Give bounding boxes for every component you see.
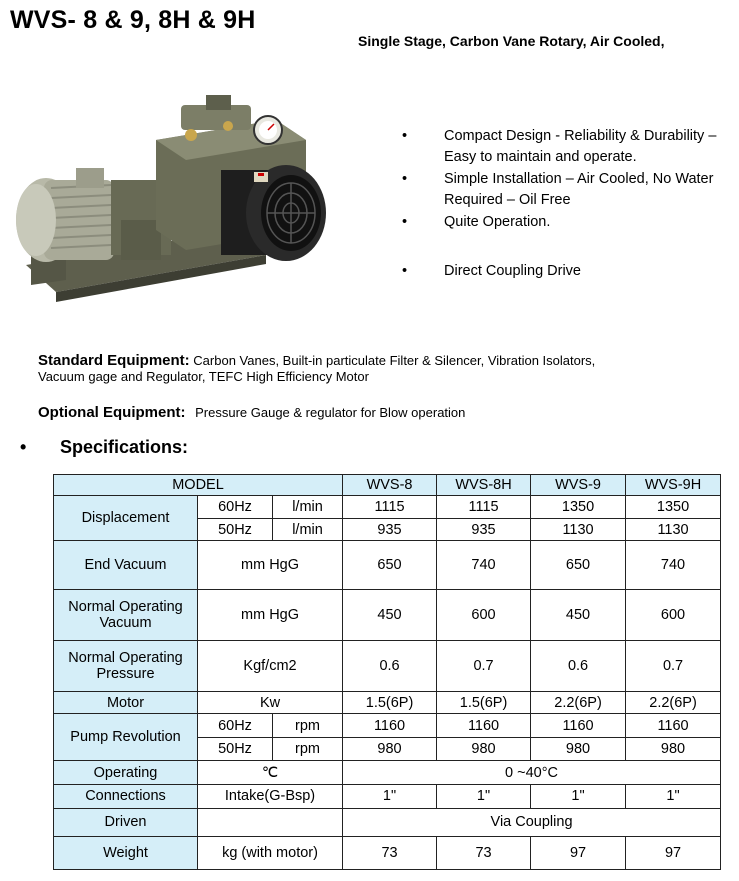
standard-equipment-text: Carbon Vanes, Built-in particulate Filter & Silencer, Vibration Isolators,: [193, 353, 596, 368]
value-cell: 1160: [437, 714, 531, 738]
feature-item: [400, 126, 720, 167]
table-row: [54, 808, 721, 837]
empty-cell: [198, 808, 343, 837]
bullet-icon: •: [402, 262, 408, 279]
table-row: [54, 837, 721, 870]
value-cell: 1": [626, 784, 721, 808]
connections-label: Connections: [54, 784, 198, 808]
feature-text: Compact Design - Reliability & Durability – Easy to maintain and operate.: [444, 128, 717, 165]
unit-cell: mm HgG: [198, 541, 343, 589]
table-row: [54, 589, 721, 640]
value-cell: 2.2(6P): [626, 691, 721, 714]
value-cell: 1160: [531, 714, 626, 738]
feature-list: [400, 126, 720, 281]
pump-revolution-label: Pump Revolution: [54, 714, 198, 761]
feature-text: Direct Coupling Drive: [444, 262, 581, 279]
feature-item: [400, 261, 720, 282]
table-header-row: [54, 475, 721, 496]
value-cell: 980: [531, 737, 626, 761]
table-row: [54, 784, 721, 808]
value-cell: 2.2(6P): [531, 691, 626, 714]
model-header: MODEL: [54, 475, 343, 496]
value-cell: 0.7: [437, 640, 531, 691]
frequency-cell: 50Hz: [198, 737, 273, 761]
standard-equipment-label: Standard Equipment:: [38, 352, 190, 369]
feature-text: Simple Installation – Air Cooled, No Water Required – Oil Free: [444, 171, 714, 208]
table-row: [54, 640, 721, 691]
table-row: [54, 714, 721, 738]
value-cell: 600: [437, 589, 531, 640]
unit-cell: Kw: [198, 691, 343, 714]
value-cell: 1350: [531, 496, 626, 519]
unit-cell: ℃: [198, 761, 343, 785]
unit-cell: mm HgG: [198, 589, 343, 640]
value-cell: 1": [531, 784, 626, 808]
value-cell: 650: [343, 541, 437, 589]
specifications-table: [53, 474, 721, 870]
specifications-title: Specifications:: [60, 437, 189, 457]
value-cell: 980: [437, 737, 531, 761]
value-cell: 450: [343, 589, 437, 640]
driven-label: Driven: [54, 808, 198, 837]
unit-cell: kg (with motor): [198, 837, 343, 870]
unit-cell: rpm: [273, 714, 343, 738]
frequency-cell: 60Hz: [198, 496, 273, 519]
standard-equipment: [38, 352, 595, 384]
unit-cell: l/min: [273, 518, 343, 541]
value-cell: 1.5(6P): [437, 691, 531, 714]
value-cell: 1115: [437, 496, 531, 519]
model-column-header: WVS-9: [531, 475, 626, 496]
normal-vacuum-label-line-2: Vacuum: [99, 614, 152, 631]
frequency-cell: 60Hz: [198, 714, 273, 738]
value-cell: 1115: [343, 496, 437, 519]
value-cell: 600: [626, 589, 721, 640]
table-row: [54, 761, 721, 785]
optional-equipment: [38, 404, 465, 421]
unit-cell: Intake(G-Bsp): [198, 784, 343, 808]
value-cell: 1": [437, 784, 531, 808]
value-cell: 980: [343, 737, 437, 761]
value-cell: 97: [626, 837, 721, 870]
value-cell: 1.5(6P): [343, 691, 437, 714]
displacement-label: Displacement: [54, 496, 198, 541]
feature-item: [400, 212, 720, 233]
unit-cell: l/min: [273, 496, 343, 519]
weight-label: Weight: [54, 837, 198, 870]
bullet-icon: •: [402, 128, 408, 144]
value-cell: 1350: [626, 496, 721, 519]
value-cell: 1": [343, 784, 437, 808]
standard-equipment-text-2: Vacuum gage and Regulator, TEFC High Efficiency Motor: [38, 369, 369, 384]
table-row: [54, 541, 721, 589]
optional-equipment-label: Optional Equipment:: [38, 404, 186, 421]
value-cell: 1130: [531, 518, 626, 541]
value-cell: 740: [437, 541, 531, 589]
normal-vacuum-label-line-1: Normal Operating: [68, 598, 183, 615]
bullet-icon: •: [402, 214, 408, 230]
value-cell: 1160: [626, 714, 721, 738]
model-column-header: WVS-9H: [626, 475, 721, 496]
value-cell: 935: [343, 518, 437, 541]
value-cell: 740: [626, 541, 721, 589]
frequency-cell: 50Hz: [198, 518, 273, 541]
optional-equipment-text: Pressure Gauge & regulator for Blow operation: [195, 405, 466, 420]
normal-pressure-label: [54, 640, 198, 691]
value-cell: 73: [343, 837, 437, 870]
motor-label: Motor: [54, 691, 198, 714]
value-cell: 1160: [343, 714, 437, 738]
operating-label: Operating: [54, 761, 198, 785]
feature-item: [400, 169, 720, 210]
value-cell: 935: [437, 518, 531, 541]
end-vacuum-label: End Vacuum: [54, 541, 198, 589]
model-column-header: WVS-8: [343, 475, 437, 496]
normal-vacuum-label: [54, 589, 198, 640]
normal-pressure-label-line-2: Pressure: [96, 665, 155, 682]
bullet-icon: •: [402, 171, 408, 187]
table-row: [54, 496, 721, 519]
normal-pressure-label-line-1: Normal Operating: [68, 649, 183, 666]
value-cell: 97: [531, 837, 626, 870]
value-cell: 73: [437, 837, 531, 870]
vacuum-pump-image: [6, 80, 336, 305]
product-subtitle: Single Stage, Carbon Vane Rotary, Air Cooled,: [358, 33, 665, 49]
value-cell: 980: [626, 737, 721, 761]
bullet-icon: •: [20, 437, 27, 457]
feature-text: Quite Operation.: [444, 214, 551, 230]
value-cell: 650: [531, 541, 626, 589]
value-cell: 1130: [626, 518, 721, 541]
value-cell: 0.6: [343, 640, 437, 691]
value-cell: 0.6: [531, 640, 626, 691]
model-column-header: WVS-8H: [437, 475, 531, 496]
table-row: [54, 691, 721, 714]
value-cell: 0.7: [626, 640, 721, 691]
product-title: WVS- 8 & 9, 8H & 9H: [10, 6, 256, 34]
unit-cell: rpm: [273, 737, 343, 761]
driven-value-cell: Via Coupling: [343, 808, 721, 837]
specifications-heading: [20, 437, 188, 458]
value-cell: 450: [531, 589, 626, 640]
operating-range-cell: 0 ~40°C: [343, 761, 721, 785]
unit-cell: Kgf/cm2: [198, 640, 343, 691]
